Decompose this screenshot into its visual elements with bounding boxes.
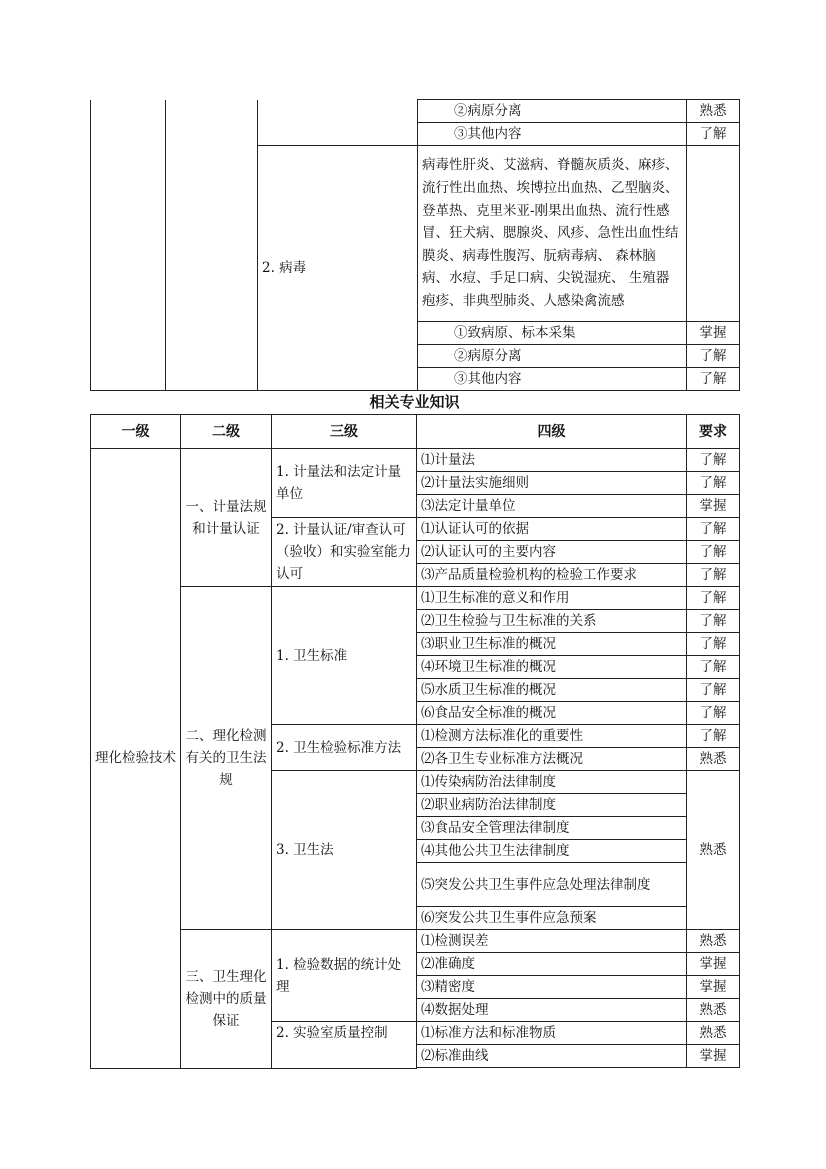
requirement-cell: 了解 bbox=[687, 610, 740, 633]
level3-virus: 2. 病毒 bbox=[258, 146, 418, 391]
table-row-item: ⑵卫生检验与卫生标准的关系 bbox=[417, 610, 687, 633]
table-row-item: ⑴传染病防治法律制度 bbox=[417, 771, 687, 794]
table-row-item: ⑵标准曲线 bbox=[417, 1045, 687, 1068]
section-title: 相关专业知识 bbox=[369, 393, 460, 411]
header-level4: 四级 bbox=[417, 415, 687, 449]
table-row-item: ⑴认证认可的依据 bbox=[417, 518, 687, 541]
requirement-cell: 掌握 bbox=[687, 976, 740, 999]
requirement-cell: 了解 bbox=[687, 725, 740, 748]
spacer bbox=[417, 1068, 687, 1069]
table-row-item: ②病原分离 bbox=[418, 100, 687, 123]
header-requirement: 要求 bbox=[687, 415, 740, 449]
requirement-cell: 了解 bbox=[687, 587, 740, 610]
level3-cell: 1. 检验数据的统计处理 bbox=[272, 930, 417, 1022]
requirement-cell: 掌握 bbox=[687, 322, 740, 345]
table-row-item: ⑶产品质量检验机构的检验工作要求 bbox=[417, 564, 687, 587]
table-row-item: ⑹食品安全标准的概况 bbox=[417, 702, 687, 725]
table-row-item: ⑸突发公共卫生事件应急处理法律制度 bbox=[417, 863, 687, 907]
requirement-cell: 掌握 bbox=[687, 1045, 740, 1068]
table-row-item: ⑴标准方法和标准物质 bbox=[417, 1022, 687, 1045]
requirement-cell: 了解 bbox=[687, 123, 740, 146]
requirement-cell: 了解 bbox=[687, 702, 740, 725]
requirement-cell: 了解 bbox=[687, 368, 740, 391]
requirement-cell: 了解 bbox=[687, 633, 740, 656]
table-row-item: ⑶食品安全管理法律制度 bbox=[417, 817, 687, 840]
requirement-cell: 了解 bbox=[687, 656, 740, 679]
header-level1: 一级 bbox=[91, 415, 181, 449]
requirement-cell: 熟悉 bbox=[687, 1022, 740, 1045]
level3-cell: 2. 计量认证/审查认可（验收）和实验室能力认可 bbox=[272, 518, 417, 587]
knowledge-table bbox=[90, 414, 740, 1069]
level3-cell: 1. 计量法和法定计量单位 bbox=[272, 449, 417, 518]
table-row-item: ⑴计量法 bbox=[417, 449, 687, 472]
level3-cell: 1. 卫生标准 bbox=[272, 587, 417, 725]
requirement-cell bbox=[687, 146, 740, 322]
table-row-item: ⑵认证认可的主要内容 bbox=[417, 541, 687, 564]
table-row-item: ⑶精密度 bbox=[417, 976, 687, 999]
requirement-cell: 了解 bbox=[687, 679, 740, 702]
level2-cell: 三、卫生理化检测中的质量保证 bbox=[181, 930, 272, 1069]
requirement-cell: 熟悉 bbox=[687, 771, 740, 930]
requirement-cell: 熟悉 bbox=[687, 748, 740, 771]
table-row-item: ①致病原、标本采集 bbox=[418, 322, 687, 345]
requirement-cell: 掌握 bbox=[687, 953, 740, 976]
table-row-item: ⑵职业病防治法律制度 bbox=[417, 794, 687, 817]
level1-cell bbox=[91, 100, 166, 391]
table-row-item: ⑹突发公共卫生事件应急预案 bbox=[417, 907, 687, 930]
table-row-item: ⑶职业卫生标准的概况 bbox=[417, 633, 687, 656]
header-level3: 三级 bbox=[272, 415, 417, 449]
table-row-item: ②病原分离 bbox=[418, 345, 687, 368]
virus-disease-list: 病毒性肝炎、艾滋病、脊髓灰质炎、麻疹、流行性出血热、埃博拉出血热、乙型脑炎、登革热、克里米亚-刚果出血热、流行性感冒、狂犬病、腮腺炎、风疹、急性出血性结膜炎、病毒性腹泻、朊病毒病、 森林脑病、水痘、手足口病、尖锐湿疣、 生殖器疱疹、非典型肺炎、人感染禽流感 bbox=[418, 146, 687, 322]
table-row-item: ⑷环境卫生标准的概况 bbox=[417, 656, 687, 679]
table-row-item: ③其他内容 bbox=[418, 368, 687, 391]
requirement-cell: 熟悉 bbox=[687, 930, 740, 953]
requirement-cell: 熟悉 bbox=[687, 999, 740, 1022]
table-row-item: ⑶法定计量单位 bbox=[417, 495, 687, 518]
level3-cell: 2. 卫生检验标准方法 bbox=[272, 725, 417, 771]
requirement-cell: 掌握 bbox=[687, 495, 740, 518]
table-row-item: ⑷数据处理 bbox=[417, 999, 687, 1022]
continuation-table bbox=[90, 99, 740, 391]
table-row-item: ⑵计量法实施细则 bbox=[417, 472, 687, 495]
table-row-item: ⑸水质卫生标准的概况 bbox=[417, 679, 687, 702]
table-row-item: ⑴卫生标准的意义和作用 bbox=[417, 587, 687, 610]
spacer bbox=[687, 1068, 740, 1069]
table-row-item: ⑴检测误差 bbox=[417, 930, 687, 953]
header-level2: 二级 bbox=[181, 415, 272, 449]
table-row-item: ③其他内容 bbox=[418, 123, 687, 146]
level3-cell: 3. 卫生法 bbox=[272, 771, 417, 930]
requirement-cell: 了解 bbox=[687, 564, 740, 587]
requirement-cell: 熟悉 bbox=[687, 100, 740, 123]
level2-cell bbox=[166, 100, 258, 391]
level1-cell: 理化检验技术 bbox=[91, 449, 181, 1069]
level3-cell: 2. 实验室质量控制 bbox=[272, 1022, 417, 1069]
table-row-item: ⑷其他公共卫生法律制度 bbox=[417, 840, 687, 863]
level2-cell: 二、理化检测有关的卫生法规 bbox=[181, 587, 272, 930]
table-row-item: ⑵准确度 bbox=[417, 953, 687, 976]
requirement-cell: 了解 bbox=[687, 449, 740, 472]
requirement-cell: 了解 bbox=[687, 541, 740, 564]
requirement-cell: 了解 bbox=[687, 472, 740, 495]
table-row-item: ⑴检测方法标准化的重要性 bbox=[417, 725, 687, 748]
requirement-cell: 了解 bbox=[687, 345, 740, 368]
requirement-cell: 了解 bbox=[687, 518, 740, 541]
level3-cell bbox=[258, 100, 418, 146]
table-row-item: ⑵各卫生专业标准方法概况 bbox=[417, 748, 687, 771]
level2-cell: 一、计量法规和计量认证 bbox=[181, 449, 272, 587]
